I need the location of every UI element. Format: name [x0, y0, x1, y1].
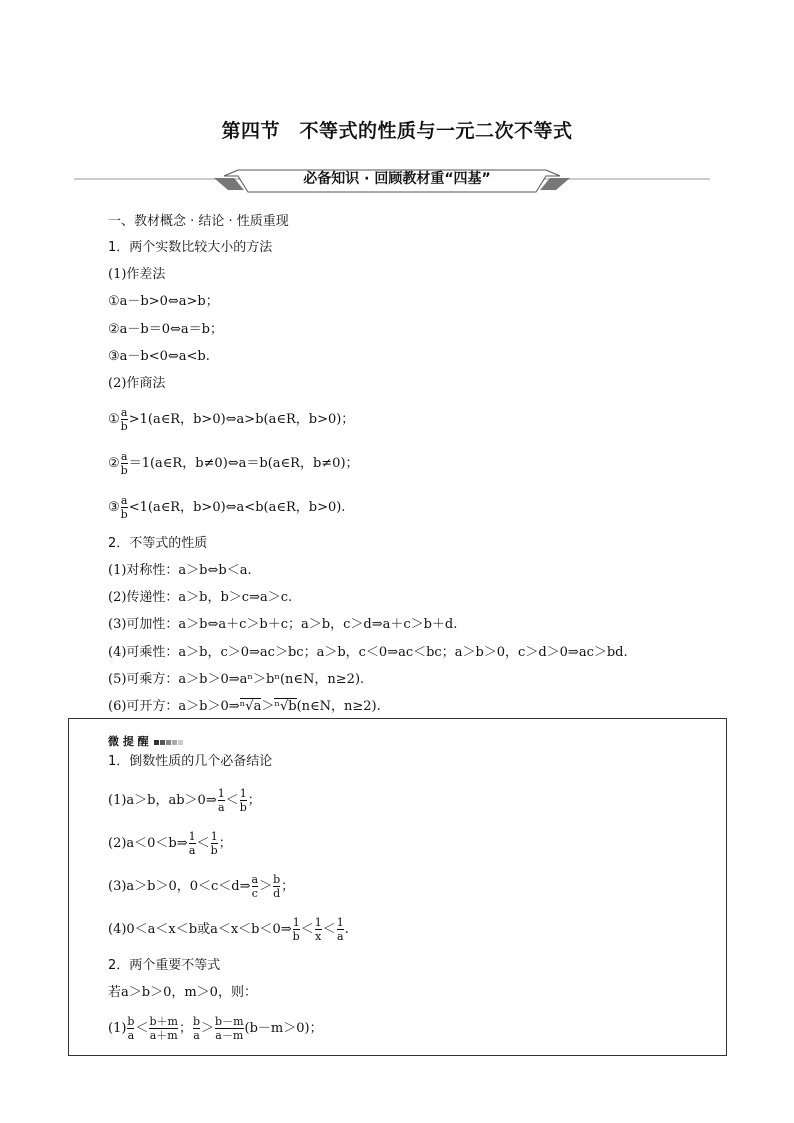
difference-rule-2: ②a－b＝0⇔a＝b；	[108, 322, 223, 337]
subheading-compare: 1．两个实数比较大小的方法	[108, 240, 273, 255]
quotient-rule-3: ③ $\frac{a}{b}$ <1(a∈R，b>0)⇔a<b(a∈R，b>0).	[108, 494, 346, 521]
reciprocal-rule-2: (2)a＜0＜b⇒ $\frac{1}{a}$ ＜ $\frac{1}{b}$ ；	[108, 830, 232, 857]
reciprocal-rule-3: (3)a＞b＞0，0＜c＜d⇒ $\frac{a}{c}$ ＞ $\frac{b}{d}$ ；	[108, 873, 295, 900]
tip-subheading-inequalities: 2．两个重要不等式	[108, 958, 221, 973]
property-root: (6)可开方：a＞b＞0⇒ⁿ√a＞ⁿ√b(n∈N，n≥2).	[108, 699, 381, 714]
quotient-rule-1: ① $\frac{a}{b}$ >1(a∈R，b>0)⇔a>b(a∈R，b>0)；	[108, 406, 355, 433]
banner-text: 必备知识 · 回顾教材重“四基”	[303, 171, 491, 187]
reciprocal-rule-4: (4)0＜a＜x＜b或a＜x＜b＜0⇒ $\frac{1}{b}$ ＜ $\frac{1}{x}$ ＜ $\frac{1}{a}$ .	[108, 916, 349, 943]
subheading-properties: 2．不等式的性质	[108, 536, 208, 551]
tip-subheading-reciprocal: 1．倒数性质的几个必备结论	[108, 754, 273, 769]
difference-rule-1: ①a－b>0⇔a>b；	[108, 294, 219, 309]
quotient-rule-2: ② $\frac{a}{b}$ ＝1(a∈R，b≠0)⇔a＝b(a∈R，b≠0)；	[108, 450, 359, 477]
tip-label: 微 提 醒	[108, 733, 183, 749]
page-title: 第四节 不等式的性质与一元二次不等式	[221, 120, 573, 142]
difference-rule-3: ③a－b<0⇔a<b.	[108, 349, 210, 364]
property-symmetry: (1)对称性：a＞b⇔b＜a.	[108, 563, 252, 578]
reciprocal-rule-1: (1)a＞b，ab＞0⇒ $\frac{1}{a}$ ＜ $\frac{1}{b}$ ；	[108, 787, 261, 814]
method-difference: (1)作差法	[108, 267, 166, 282]
important-inequality-1: (1) $\frac{b}{a}$ ＜ $\frac{b+m}{a+m}$ ； $\frac{b}{a}$ ＞ $\frac{b-m}{a-m}$ (b－m＞0)；	[108, 1015, 323, 1042]
inequality-condition: 若a＞b＞0，m＞0，则：	[108, 985, 257, 1000]
property-transitivity: (2)传递性：a＞b，b＞c⇒a＞c.	[108, 590, 293, 605]
property-power: (5)可乘方：a＞b＞0⇒aⁿ＞bⁿ(n∈N，n≥2).	[108, 672, 365, 687]
section-heading: 一、教材概念 · 结论 · 性质重现	[108, 214, 289, 229]
method-quotient: (2)作商法	[108, 376, 166, 391]
property-multiplication: (4)可乘性：a＞b，c＞0⇒ac＞bc；a＞b，c＜0⇒ac＜bc；a＞b＞0，c＞d＞0⇒ac＞bd.	[108, 645, 628, 660]
property-addition: (3)可加性：a＞b⇔a＋c＞b＋c；a＞b，c＞d⇒a＋c＞b＋d.	[108, 617, 458, 632]
